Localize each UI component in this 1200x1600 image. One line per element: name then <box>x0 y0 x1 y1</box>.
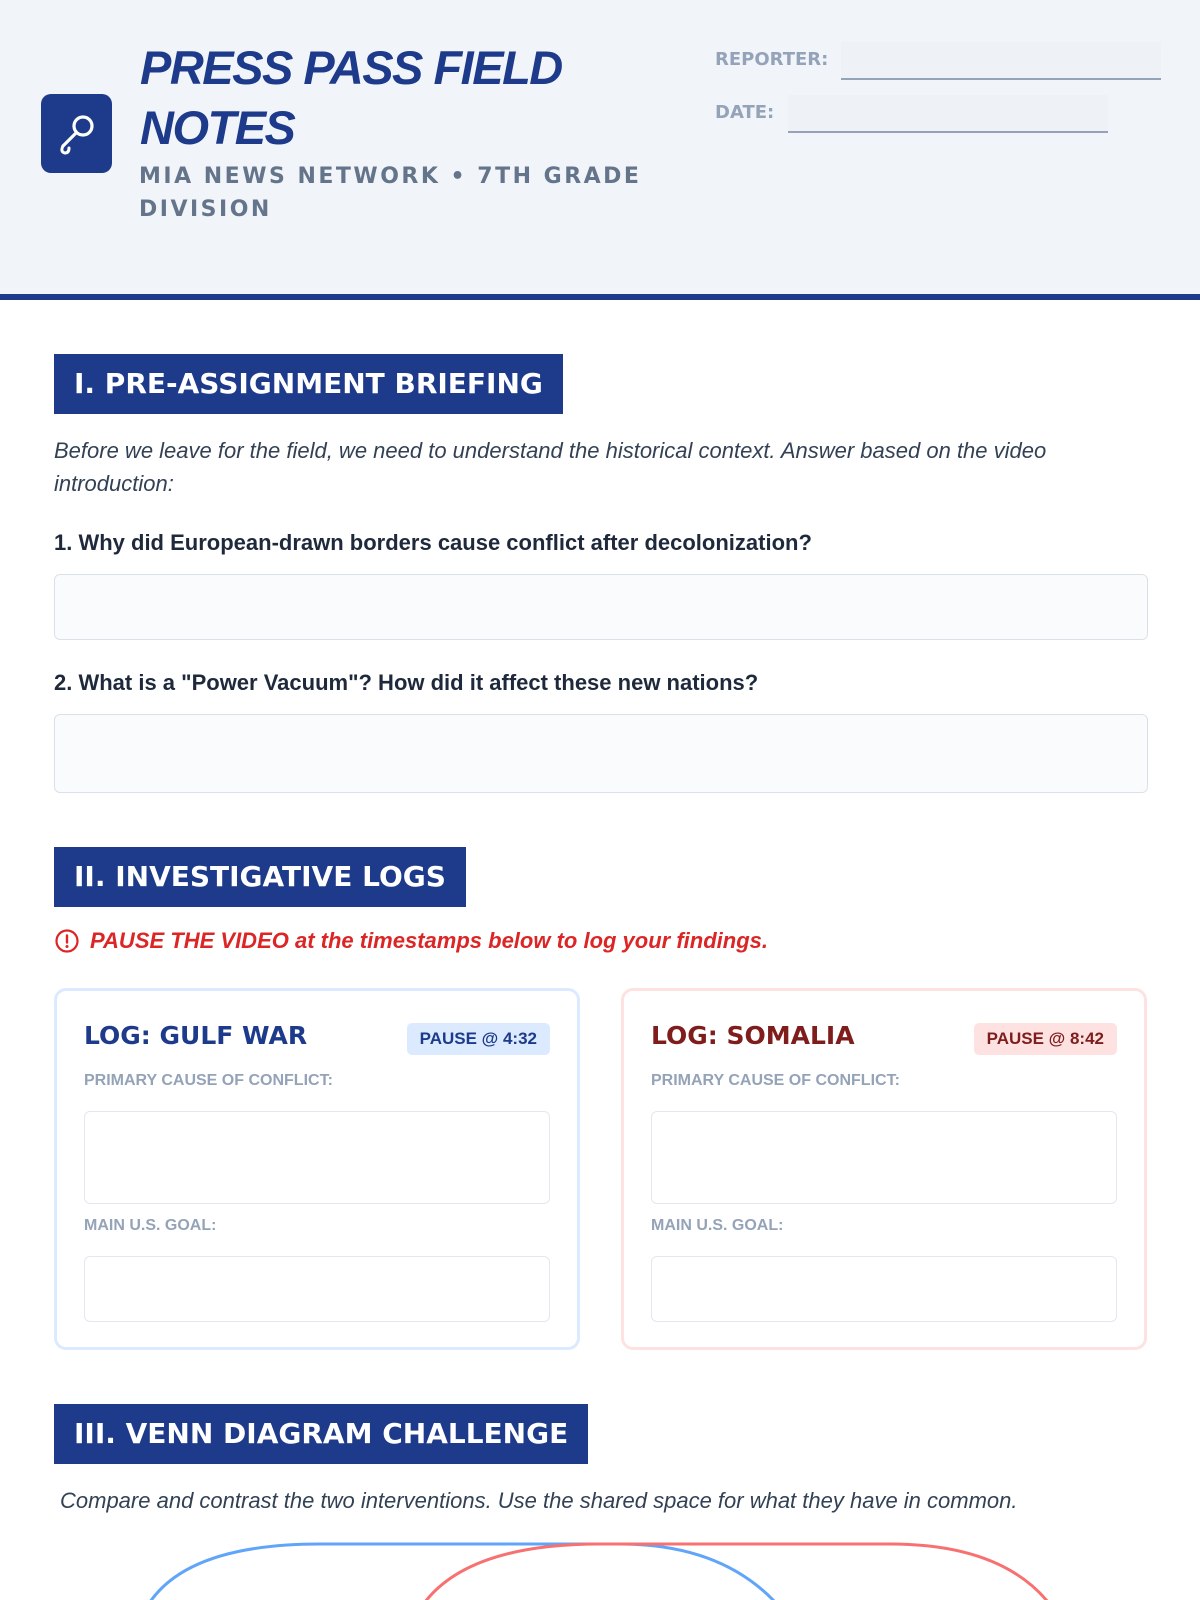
answer-field-1[interactable] <box>54 574 1148 640</box>
timestamp-badge: PAUSE @ 8:42 <box>974 1023 1117 1055</box>
goal-label: MAIN U.S. GOAL: <box>84 1217 217 1234</box>
cause-label: PRIMARY CAUSE OF CONFLICT: <box>84 1072 333 1089</box>
alert-circle-icon <box>54 928 80 954</box>
date-field[interactable] <box>788 95 1108 133</box>
section-heading-briefing: I. PRE-ASSIGNMENT BRIEFING <box>54 354 563 414</box>
page-title: PRESS PASS FIELD NOTES <box>140 41 562 154</box>
network-subtitle: MIA NEWS NETWORK • 7TH GRADE DIVISION <box>139 164 642 222</box>
goal-field[interactable] <box>651 1256 1117 1322</box>
answer-field-2[interactable] <box>54 714 1148 793</box>
cause-label: PRIMARY CAUSE OF CONFLICT: <box>651 1072 900 1089</box>
log-title: LOG: SOMALIA <box>651 1021 855 1050</box>
briefing-intro: Before we leave for the field, we need to understand the historical context. Answer based on the video introduction: <box>54 438 1047 496</box>
cause-field[interactable] <box>84 1111 550 1204</box>
venn-intro: Compare and contrast the two interventions. Use the shared space for what they have in common. <box>60 1488 1018 1513</box>
section-heading-venn: III. VENN DIAGRAM CHALLENGE <box>54 1404 588 1464</box>
log-card-somalia <box>621 988 1147 1350</box>
reporter-field[interactable] <box>841 42 1161 80</box>
log-title: LOG: GULF WAR <box>84 1021 308 1050</box>
pause-alert <box>54 928 768 954</box>
alert-text: PAUSE THE VIDEO at the timestamps below to log your findings. <box>90 928 768 953</box>
microphone-icon <box>54 111 100 157</box>
goal-field[interactable] <box>84 1256 550 1322</box>
section-heading-logs: II. INVESTIGATIVE LOGS <box>54 847 466 907</box>
goal-label: MAIN U.S. GOAL: <box>651 1217 784 1234</box>
log-card-gulf-war <box>54 988 580 1350</box>
page-header <box>0 0 1200 300</box>
question-1: 1. Why did European-drawn borders cause conflict after decolonization? <box>54 530 812 555</box>
logo-badge <box>41 94 112 173</box>
timestamp-badge: PAUSE @ 4:32 <box>407 1023 550 1055</box>
question-2: 2. What is a "Power Vacuum"? How did it affect these new nations? <box>54 670 759 695</box>
date-label: DATE: <box>715 102 775 123</box>
reporter-label: REPORTER: <box>715 49 829 70</box>
venn-diagram[interactable] <box>0 1520 1200 1600</box>
cause-field[interactable] <box>651 1111 1117 1204</box>
